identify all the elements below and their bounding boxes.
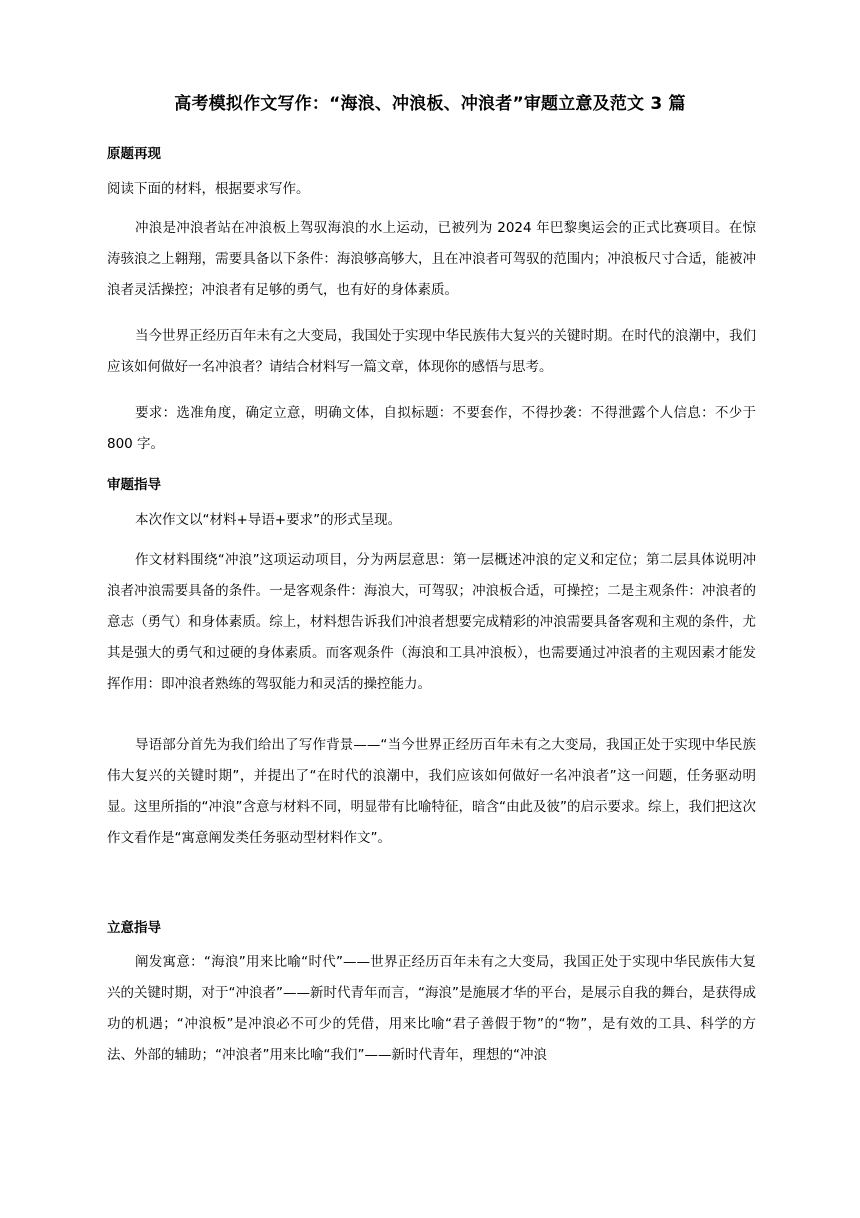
section-heading-prompt-analysis: 审题指导	[107, 477, 161, 493]
paragraph: 要求：选准角度，确定立意，明确文体，自拟标题：不要套作，不得抄袭：不得泄露个人信息：不少于 800 字。	[107, 405, 756, 452]
section-heading-original-question: 原题再现	[107, 146, 161, 162]
paragraph: 阐发寓意：“海浪”用来比喻“时代”——世界正经历百年未有之大变局，我国正处于实现中华民族伟大复兴的关键时期，对于“冲浪者”——新时代青年而言，“海浪”是施展才华的平台，是展示自我的舞台，是获得成功的机遇；“冲浪板”是冲浪必不可少的凭借，用来比喻“君子善假于物”的“物”，是有效的工具、科学的方法、外部的辅助；“冲浪者”用来比喻“我们”——新时代青年，理想的“冲浪	[107, 954, 756, 1063]
paragraph: 冲浪是冲浪者站在冲浪板上驾驭海浪的水上运动，已被列为 2024 年巴黎奥运会的正式比赛项目。在惊涛骇浪之上翱翔，需要具备以下条件：海浪够高够大，且在冲浪者可驾驭的范围内；冲浪板尺寸合适，能被冲浪者灵活操控；冲浪者有足够的勇气，也有好的身体素质。	[107, 220, 756, 298]
section-heading-theme-guidance: 立意指导	[107, 920, 161, 936]
paragraph: 当今世界正经历百年未有之大变局，我国处于实现中华民族伟大复兴的关键时期。在时代的浪潮中，我们应该如何做好一名冲浪者？请结合材料写一篇文章，体现你的感悟与思考。	[107, 328, 756, 375]
paragraph: 导语部分首先为我们给出了写作背景——“当今世界正经历百年未有之大变局，我国正处于实现中华民族伟大复兴的关键时期”，并提出了“在时代的浪潮中，我们应该如何做好一名冲浪者”这一问题，任务驱动明显。这里所指的“冲浪”含意与材料不同，明显带有比喻特征，暗含“由此及彼”的启示要求。综上，我们把这次作文看作是“寓意阐发类任务驱动型材料作文”。	[107, 737, 756, 846]
paragraph: 本次作文以“材料+导语+要求”的形式呈现。	[135, 512, 402, 528]
paragraph: 阅读下面的材料，根据要求写作。	[107, 181, 310, 197]
document-title: 高考模拟作文写作：“海浪、冲浪板、冲浪者”审题立意及范文 3 篇	[174, 94, 686, 114]
paragraph: 作文材料围绕“冲浪”这项运动项目，分为两层意思：第一层概述冲浪的定义和定位；第二层具体说明冲浪者冲浪需要具备的条件。一是客观条件：海浪大，可驾驭；冲浪板合适，可操控；二是主观条件：冲浪者的意志（勇气）和身体素质。综上，材料想告诉我们冲浪者想要完成精彩的冲浪需要具备客观和主观的条件，尤其是强大的勇气和过硬的身体素质。而客观条件（海浪和工具冲浪板），也需要通过冲浪者的主观因素才能发挥作用：即冲浪者熟练的驾驭能力和灵活的操控能力。	[107, 552, 756, 692]
